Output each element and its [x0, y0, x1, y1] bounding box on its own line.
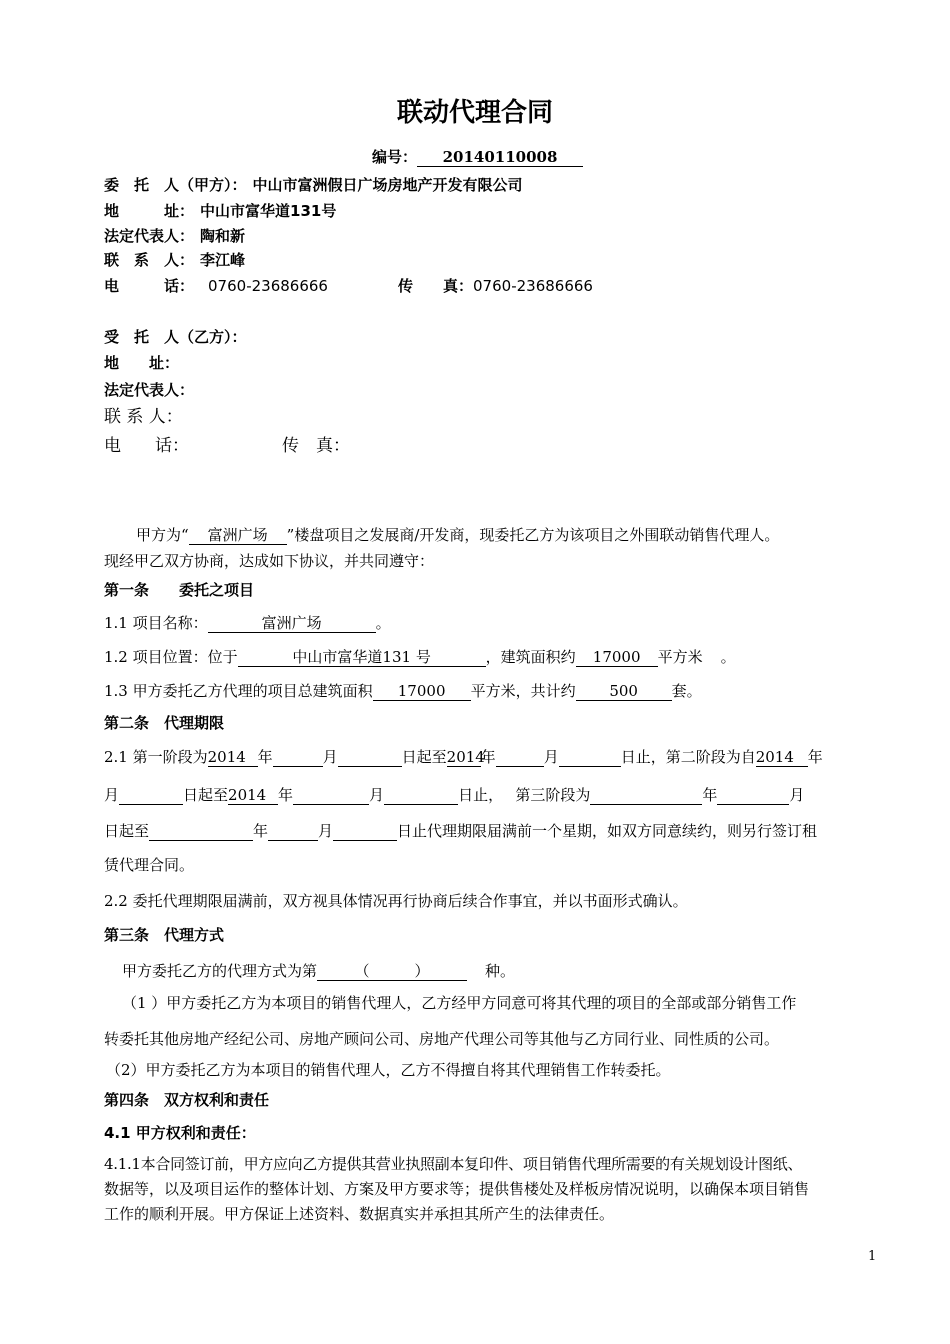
article-4-subheading: 4.1 甲方权利和责任： — [104, 1124, 256, 1142]
method-choice-blank: （ ） — [317, 962, 467, 981]
article-3-heading: 第三条 代理方式 — [104, 926, 225, 944]
party-b-contact-label: 联 系 人： — [104, 407, 183, 427]
article-2-line-3 — [104, 822, 817, 841]
clause-1-1-label: 1.1 项目名称： — [104, 614, 208, 632]
stage-3-start-month — [717, 786, 789, 805]
party-a-legal-rep-label: 法定代表人： — [104, 227, 195, 245]
method-end: 种。 — [485, 962, 516, 980]
party-a-fax-label: 传 真： — [398, 277, 474, 295]
building-area-value: 17000 — [576, 648, 658, 667]
party-b-client-label: 受 托 人（乙方）： — [104, 328, 247, 346]
article-4-para-1-line-3: 工作的顺利开展。甲方保证上述资料、数据真实并承担其所产生的法律责任。 — [104, 1205, 615, 1223]
party-a-phone — [104, 279, 328, 294]
year-label: 年 — [257, 748, 273, 766]
article-4-para-1-line-1: 4.1.1本合同签订前，甲方应向乙方提供其营业执照副本复印件、项目销售代理所需要的有关规划设计图纸、 — [104, 1155, 803, 1173]
intro-project: 富洲广场 — [189, 526, 287, 545]
article-3-option-1-line-2: 转委托其他房地产经纪公司、房地产顾问公司、房地产代理公司等其他与乙方同行业、同性质的公司。 — [104, 1030, 780, 1048]
stage-3-end-month — [268, 822, 318, 841]
clause-1-3-label: 1.3 甲方委托乙方代理的项目总建筑面积 — [104, 682, 373, 700]
article-3-option-2: （2）甲方委托乙方为本项目的销售代理人，乙方不得擅自将其代理销售工作转委托。 — [106, 1061, 671, 1079]
party-a-address — [104, 204, 336, 219]
article-1-heading: 第一条 委托之项目 — [104, 581, 255, 599]
article-2-clause-2: 2.2 委托代理期限届满前，双方视具体情况再行协商后续合作事宜，并以书面形式确认。 — [104, 892, 688, 910]
party-a-contact-value: 李江峰 — [200, 251, 246, 269]
article-3-option-1-line-1: （1 ）甲方委托乙方为本项目的销售代理人，乙方经甲方同意可将其代理的项目的全部或部分销售工作 — [122, 994, 797, 1012]
month-label: 月 — [318, 822, 334, 840]
year-label: 年 — [278, 786, 294, 804]
renewal-text: 日止代理期限届满前一个星期，如双方同意续约，则另行签订租 — [397, 822, 818, 840]
party-b-fax-label: 传 真： — [282, 436, 350, 456]
article-2-line-2 — [104, 786, 804, 805]
party-a-client-value: 中山市富洲假日广场房地产开发有限公司 — [252, 176, 523, 194]
stage-1-end-year: 2014 — [446, 748, 485, 766]
clause-1-2-mid: ，建筑面积约 — [485, 648, 576, 666]
party-b-phone-label: 电 话： — [104, 436, 189, 456]
party-a-client-label: 委 托 人（甲方）： — [104, 176, 247, 194]
article-2-heading: 第二条 代理期限 — [104, 714, 225, 732]
clause-1-3-mid: 平方米，共计约 — [470, 682, 576, 700]
party-a-client — [104, 178, 523, 193]
stage-2-end-day — [384, 786, 458, 805]
article-4-heading: 第四条 双方权利和责任 — [104, 1091, 270, 1109]
article-4-para-1-line-2: 数据等，以及项目运作的整体计划、方案及甲方要求等；提供售楼处及样板房情况说明，以确保本项目销售 — [104, 1180, 810, 1198]
total-area-value: 17000 — [373, 682, 471, 701]
clause-1-2-end: 。 — [720, 648, 736, 666]
stage-3-label: 日止， 第三阶段为 — [458, 786, 591, 804]
stage-1-start-month — [273, 748, 323, 767]
party-a-address-label: 地 址： — [104, 202, 195, 220]
year-label: 年 — [253, 822, 269, 840]
stage-3-end-year — [149, 822, 253, 841]
party-a-contact-label: 联 系 人： — [104, 251, 195, 269]
document-title: 联动代理合同 — [396, 98, 553, 128]
contract-number — [372, 148, 583, 167]
party-a-legal-rep — [104, 229, 245, 244]
party-a-fax — [398, 279, 593, 294]
party-b-legal-rep-label: 法定代表人： — [104, 381, 195, 399]
start-to-label: 日起至 — [183, 786, 229, 804]
party-a-phone-value: 0760-23686666 — [208, 277, 328, 295]
month-label: 月 — [322, 748, 338, 766]
month-label: 月 — [369, 786, 385, 804]
project-name-value: 富洲广场 — [208, 614, 376, 633]
article-2-line-1 — [104, 748, 823, 767]
stage-3-start-year — [590, 786, 702, 805]
month-label: 月 — [543, 748, 559, 766]
intro-line-2: 现经甲乙双方协商，达成如下协议，并共同遵守： — [104, 552, 435, 570]
clause-2-1-label: 2.1 第一阶段为 — [104, 748, 208, 766]
party-a-legal-rep-value: 陶和新 — [200, 227, 246, 245]
intro-line-1 — [136, 526, 779, 545]
stage-1-start-day — [338, 748, 402, 767]
stage-1-start-year: 2014 — [208, 748, 258, 767]
intro-post: ”楼盘项目之发展商/开发商，现委托乙方为该项目之外围联动销售代理人。 — [286, 526, 780, 544]
start-to-label: 日起至 — [401, 748, 447, 766]
stage-2-start-month — [119, 786, 183, 805]
page-number: 1 — [868, 1249, 877, 1264]
party-a-contact — [104, 253, 245, 268]
stage-2-end-month — [293, 786, 369, 805]
year-label: 年 — [807, 748, 823, 766]
unit-count-value: 500 — [576, 682, 672, 701]
article-1-clause-3 — [104, 682, 702, 701]
party-a-fax-value: 0760-23686666 — [473, 277, 593, 295]
article-3-method-line — [122, 962, 515, 981]
clause-1-2-label: 1.2 项目位置：位于 — [104, 648, 238, 666]
month-label: 月 — [104, 786, 120, 804]
party-a-phone-label: 电 话： — [104, 277, 195, 295]
contract-number-value: 20140110008 — [417, 148, 583, 167]
month-label: 月 — [789, 786, 805, 804]
contract-number-label: 编号： — [372, 148, 418, 166]
intro-pre: 甲方为“ — [136, 526, 189, 544]
year-label: 年 — [702, 786, 718, 804]
party-b-address-label: 地 址： — [104, 354, 180, 372]
article-1-clause-1 — [104, 614, 391, 633]
clause-1-2-unit: 平方米 — [657, 648, 703, 666]
clause-1-3-end: 套。 — [671, 682, 702, 700]
project-location-value: 中山市富华道131 号 — [238, 648, 486, 667]
stage-3-start-to-label: 日起至 — [104, 822, 150, 840]
article-1-clause-2 — [104, 648, 736, 667]
clause-1-1-end: 。 — [375, 614, 391, 632]
stage-2-start-year: 2014 — [756, 748, 808, 767]
stage-3-end-day — [333, 822, 397, 841]
stage-2-label: 日止，第二阶段为自 — [620, 748, 756, 766]
stage-2-end-year: 2014 — [228, 786, 278, 805]
stage-1-end-day — [559, 748, 621, 767]
article-2-line-4: 赁代理合同。 — [104, 856, 195, 874]
stage-1-end-month — [496, 748, 544, 767]
year-label: 年 — [480, 748, 496, 766]
party-a-address-value: 中山市富华道131号 — [200, 202, 337, 220]
method-label: 甲方委托乙方的代理方式为第 — [122, 962, 318, 980]
